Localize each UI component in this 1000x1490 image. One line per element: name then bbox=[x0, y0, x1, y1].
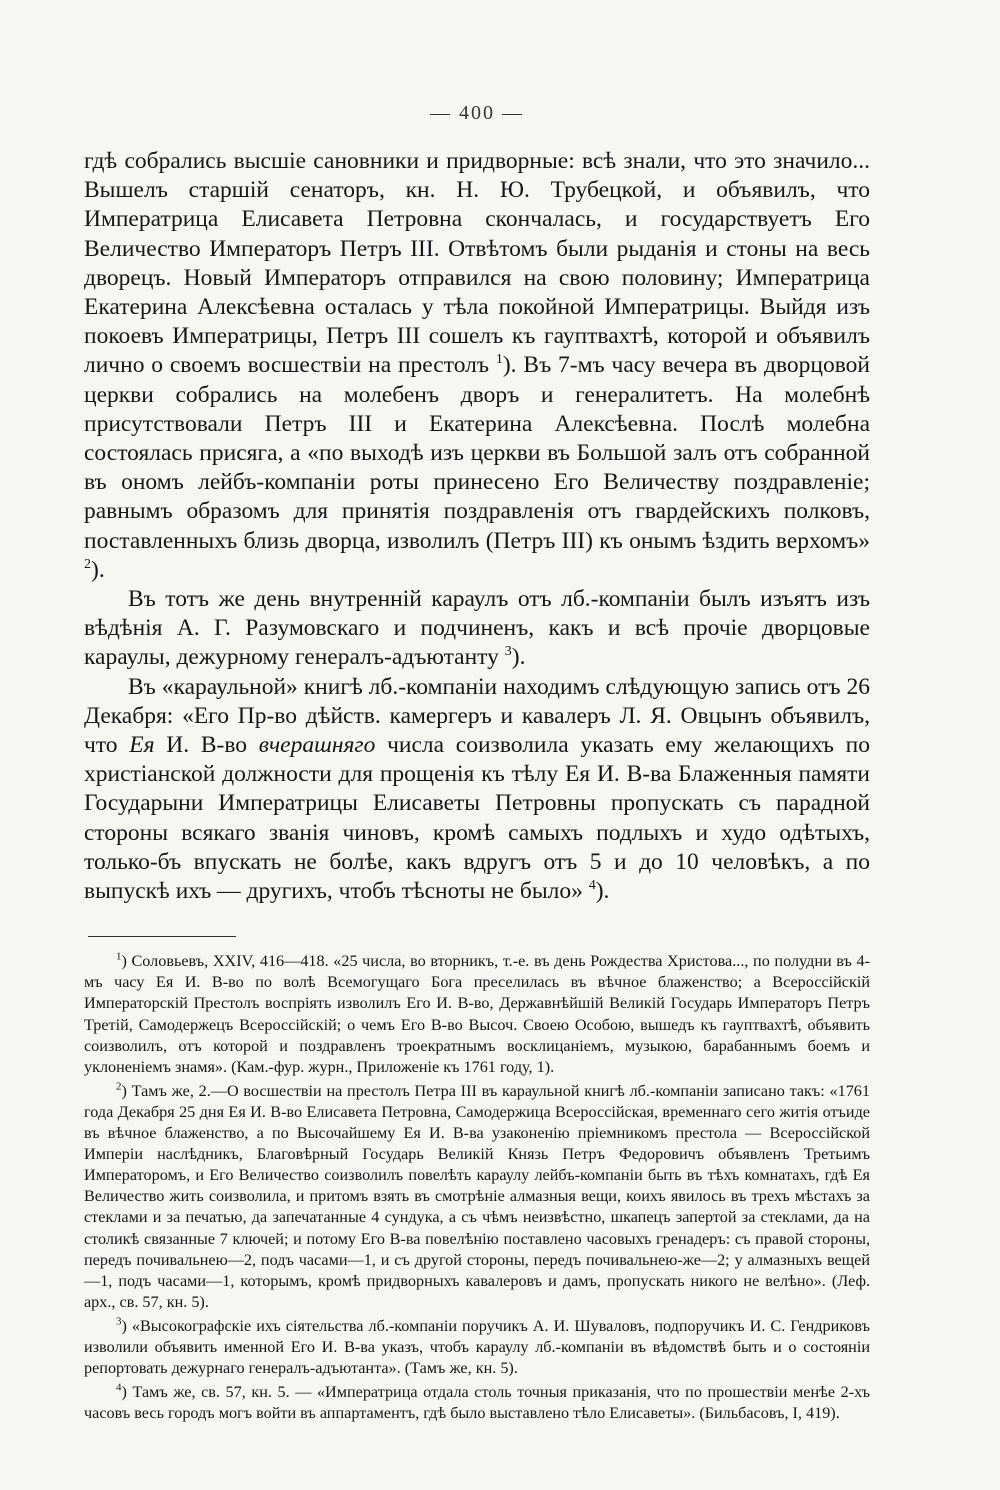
footnote-1 bbox=[84, 951, 870, 1078]
footnote-3 bbox=[84, 1316, 870, 1379]
footnote-mark: 3 bbox=[116, 1315, 122, 1328]
footnote-text: ) «Высокографскіе ихъ сіятельства лб.-компаніи поручикъ А. И. Шуваловъ, подпоручикъ И. С. Гендриковъ изволили объявить именной Его И. В-ва указъ, чтобъ караулу лб.-компаніи въ вѣдомствѣ быть и о состояніи репортовать дежурнаго генералъ-адъютанта». (Тамъ же, кн. 5). bbox=[84, 1316, 870, 1378]
main-text bbox=[84, 147, 870, 906]
footnote-4 bbox=[84, 1382, 870, 1424]
footnote-2 bbox=[84, 1081, 870, 1313]
paragraph-3-text-c: числа соизволила указать ему желающихъ по христіанской должности для прощенія къ тѣлу Ея И. В-ва Блаженныя памяти Государыни Императрицы Елисаветы Петровны пропускать съ парадной стороны всякаго званія чиновъ, кромѣ самыхъ подлыхъ и худо одѣтыхъ, только-бъ впускать не болѣе, какъ вдругъ отъ 5 и до 10 человѣкъ, а по выпускѣ ихъ — другихъ, чтобъ тѣсноты не было» bbox=[84, 732, 871, 905]
footnote-ref-4[interactable]: 4 bbox=[588, 878, 596, 894]
paragraph-1-text-c: ). bbox=[91, 556, 105, 583]
footnote-mark: 2 bbox=[116, 1080, 122, 1093]
footnote-mark: 4 bbox=[116, 1381, 122, 1394]
footnote-ref-1[interactable]: 1 bbox=[495, 352, 503, 368]
paragraph-3-italic-1: Ея bbox=[129, 732, 155, 759]
paragraph-3 bbox=[84, 673, 870, 907]
paragraph-3-text-a: Въ «караульной» книгѣ лб.-компаніи находимъ слѣдующую запись отъ 26 Декабря: «Его Пр-во дѣйств. камергеръ и кавалеръ Л. Я. Овцынъ объявилъ, что bbox=[84, 673, 870, 759]
paragraph-3-italic-2: вчерашняго bbox=[258, 732, 376, 759]
paragraph-2-text: Въ тотъ же день внутренній караулъ отъ лб.-компаніи былъ изъятъ изъ вѣдѣнія А. Г. Разумовскаго и подчиненъ, какъ и всѣ прочіе дворцовые караулы, дежурному генералъ-адъютанту bbox=[84, 586, 870, 671]
paragraph-1-text-b: ). Въ 7-мъ часу вечера въ дворцовой церкви собрались на молебенъ дворъ и генералитетъ. На молебнѣ присутствовали Петръ III и Екатерина Алексѣевна. Послѣ молебна состоялась присяга, а «по выходѣ изъ церкви въ Большой залъ отъ собранной въ ономъ лейбъ-компаніи роты принесено Его Величеству поздравленіе; равнымъ образомъ для принятія поздравленія отъ гвардейскихъ полковъ, поставленныхъ близь дворца, изволилъ (Петръ III) къ онымъ ѣздить верхомъ» bbox=[84, 352, 871, 554]
paragraph-2-text-b: ). bbox=[511, 644, 526, 671]
paragraph-2 bbox=[84, 585, 870, 673]
paragraph-1 bbox=[84, 147, 870, 585]
paragraph-1-text: гдѣ собрались высшіе сановники и придворные: всѣ знали, что это значило... Вышелъ старшій сенаторъ, кн. Н. Ю. Трубецкой, и объявилъ, что Императрица Елисавета Петровна скончалась, и государствуетъ Его Величество Императоръ Петръ III. Отвѣтомъ были рыданія и стоны на весь дворецъ. Новый Императоръ отправился на свою половину; Императрица Екатерина Алексѣевна осталась у тѣла покойной Императрицы. Выйдя изъ покоевъ Императрицы, Петръ III сошелъ къ гауптвахтѣ, которой и объявилъ лично о своемъ восшествіи на престолъ bbox=[84, 148, 870, 379]
paragraph-3-text-b: И. В-во bbox=[154, 732, 259, 759]
footnote-text: ) Тамъ же, св. 57, кн. 5. — «Императрица отдала столь точныя приказанія, что по прошествіи менѣе 2-хъ часовъ весь городъ могъ войти въ аппартаментъ, гдѣ было выставлено тѣло Елисаветы». (Бильбасовъ, I, 419). bbox=[84, 1383, 870, 1423]
footnote-ref-2[interactable]: 2 bbox=[84, 557, 91, 573]
footnote-ref-3[interactable]: 3 bbox=[504, 644, 512, 660]
footnote-text: ) Тамъ же, 2.—О восшествіи на престолъ Петра III въ караульной книгѣ лб.-компаніи записано такъ: «1761 года Декабря 25 дня Ея И. В-во Елисавета Петровна, Самодержица Всероссійская, временнаго сего житія отъиде въ вѣчное блаженство, а по Высочайшему Ея И. В-ва узаконенію пріемникомъ престола — Всероссійской Имперіи наслѣдникъ, Благовѣрный Государь Великій Князь Петръ Федоровичъ объявленъ Третьимъ Императоромъ, и Его Величество соизволилъ повелѣть караулу лейбъ-компаніи быть въ тѣхъ комнатахъ, гдѣ Ея Величество жить соизволила, и притомъ взять въ смотрѣніе алмазныя вещи, коихъ явилось въ трехъ мѣстахъ за стеклами и за печатью, да запечатанные 4 сундука, а съ чѣмъ неизвѣстно, шкапецъ запертой за стеклами, да на столикѣ связанные 7 ключей; и потому Его В-ва повелѣнію поставлено часовыхъ гренадеръ: съ правой стороны, передъ почивальнею—2, подъ часами—1, и съ другой стороны, передъ почивальнею-же—2; у алмазныхъ вещей—1, подъ часами—1, которымъ, кромѣ придворныхъ кавалеровъ и дамъ, пропускать никого не велѣно». (Леф. арх., св. 57, кн. 5). bbox=[84, 1081, 870, 1311]
paragraph-3-text-d: ). bbox=[595, 878, 610, 905]
footnote-mark: 1 bbox=[116, 950, 122, 963]
footnote-text: ) Соловьевъ, XXIV, 416—418. «25 числа, во вторникъ, т.-е. въ день Рождества Христова..., по полудни въ 4-мъ часу Ея И. В-во по волѣ Всемогущаго Бога преселилась въ вѣчное блаженство; а Всероссійскій Императорскій Престолъ воспріять изволилъ Его И. В-во, Державнѣйшій Великій Государь Императоръ Петръ Третій, Самодержецъ Всероссійскій; о чемъ Его В-во Высоч. Своею Особою, вышедъ къ гауптвахтѣ, объявить соизволилъ, отъ которой и поздравленъ троекратнымъ восклицаніемъ, музыкою, барабаннымъ боемъ и уклоненіемъ знамя». (Кам.-фур. журн., Приложеніе къ 1761 году, 1). bbox=[84, 952, 870, 1076]
footnote-divider bbox=[88, 936, 236, 937]
page-number: — 400 — bbox=[430, 102, 524, 124]
footnotes bbox=[84, 951, 870, 1424]
